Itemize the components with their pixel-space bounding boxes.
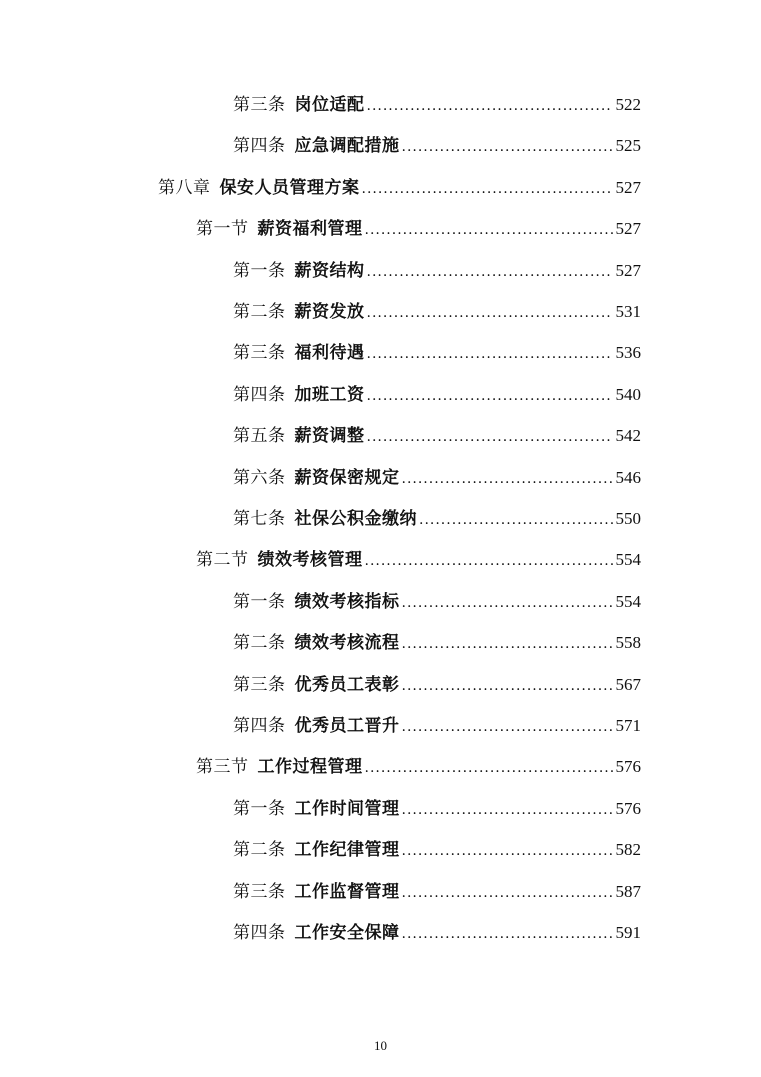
- toc-entry-page: 527: [615, 261, 641, 280]
- toc-entry[interactable]: [233, 463, 641, 493]
- toc-entry[interactable]: [233, 421, 641, 451]
- toc-dot-leader: [400, 795, 614, 825]
- toc-entry-title: 优秀员工表彰: [294, 675, 400, 695]
- toc-entry[interactable]: [158, 173, 641, 203]
- toc-dot-leader: [400, 629, 614, 659]
- toc-entry-number: 第二条: [233, 302, 286, 322]
- toc-entry-page: 546: [615, 468, 641, 487]
- toc-entry[interactable]: [233, 338, 641, 368]
- toc-entry-title: 工作纪律管理: [294, 840, 400, 860]
- toc-entry[interactable]: [233, 628, 641, 658]
- toc-entry[interactable]: [233, 794, 641, 824]
- toc-entry-number: 第四条: [233, 136, 286, 156]
- toc-entry-page: 527: [615, 219, 641, 238]
- toc-dot-leader: [365, 422, 614, 452]
- page-number: 10: [374, 1038, 387, 1053]
- toc-entry-page: 540: [615, 385, 641, 404]
- toc-entry-page: 591: [615, 923, 641, 942]
- toc-entry[interactable]: [233, 380, 641, 410]
- toc-dot-leader: [365, 91, 614, 121]
- toc-entry-title: 绩效考核指标: [294, 592, 400, 612]
- toc-entry-title: 薪资结构: [294, 261, 365, 281]
- toc-dot-leader: [400, 132, 614, 162]
- toc-entry-number: 第八章: [158, 178, 211, 198]
- toc-entry[interactable]: [233, 877, 641, 907]
- toc-dot-leader: [400, 671, 614, 701]
- toc-dot-leader: [400, 464, 614, 494]
- toc-dot-leader: [363, 215, 614, 245]
- toc-entry-page: 576: [615, 799, 641, 818]
- toc-entry-number: 第一条: [233, 799, 286, 819]
- toc-entry-title: 福利待遇: [294, 343, 365, 363]
- toc-entry[interactable]: [233, 918, 641, 948]
- toc-entry-title: 工作时间管理: [294, 799, 400, 819]
- toc-entry-title: 绩效考核流程: [294, 633, 400, 653]
- toc-entry-number: 第三条: [233, 675, 286, 695]
- toc-entry-page: 536: [615, 343, 641, 362]
- toc-entry-title: 薪资发放: [294, 302, 365, 322]
- toc-entry-title: 薪资福利管理: [257, 219, 363, 239]
- toc-entry-number: 第三条: [233, 882, 286, 902]
- toc-entry-number: 第一条: [233, 261, 286, 281]
- toc-entry-page: 554: [615, 592, 641, 611]
- toc-dot-leader: [400, 712, 614, 742]
- toc-entry-number: 第一条: [233, 592, 286, 612]
- toc-entry-page: 554: [615, 550, 641, 569]
- toc-dot-leader: [363, 753, 614, 783]
- toc-entry[interactable]: [233, 835, 641, 865]
- toc-entry[interactable]: [196, 214, 641, 244]
- toc-dot-leader: [400, 878, 614, 908]
- toc-entry-title: 薪资保密规定: [294, 468, 400, 488]
- toc-entry-title: 社保公积金缴纳: [294, 509, 417, 529]
- toc-entry-page: 531: [615, 302, 641, 321]
- toc-dot-leader: [365, 298, 614, 328]
- toc-entry[interactable]: [196, 545, 641, 575]
- toc-dot-leader: [365, 339, 614, 369]
- toc-entry-number: 第三条: [233, 95, 286, 115]
- toc-entry-title: 绩效考核管理: [257, 550, 363, 570]
- toc-entry-page: 582: [615, 840, 641, 859]
- toc-entry-title: 保安人员管理方案: [219, 178, 360, 198]
- toc-entry[interactable]: [233, 587, 641, 617]
- toc-entry-title: 工作过程管理: [257, 757, 363, 777]
- toc-dot-leader: [400, 836, 614, 866]
- toc-dot-leader: [400, 919, 614, 949]
- toc-entry-title: 优秀员工晋升: [294, 716, 400, 736]
- toc-entry[interactable]: [233, 504, 641, 534]
- toc-entry-page: 542: [615, 426, 641, 445]
- toc-entry-page: 587: [615, 882, 641, 901]
- toc-entry-page: 527: [615, 178, 641, 197]
- toc-dot-leader: [365, 381, 614, 411]
- toc-entry-number: 第六条: [233, 468, 286, 488]
- toc-entry-number: 第三条: [233, 343, 286, 363]
- toc-entry-page: 522: [615, 95, 641, 114]
- toc-dot-leader: [400, 588, 614, 618]
- toc-entry-page: 567: [615, 675, 641, 694]
- toc-entry-title: 加班工资: [294, 385, 365, 405]
- toc-entry-page: 525: [615, 136, 641, 155]
- toc-entry-page: 571: [615, 716, 641, 735]
- toc-entry-number: 第二条: [233, 840, 286, 860]
- toc-entry-number: 第四条: [233, 716, 286, 736]
- toc-dot-leader: [363, 546, 614, 576]
- toc-entry[interactable]: [233, 711, 641, 741]
- toc-entry-page: 558: [615, 633, 641, 652]
- toc-entry-number: 第七条: [233, 509, 286, 529]
- toc-entry[interactable]: [233, 297, 641, 327]
- toc-entry-number: 第三节: [196, 757, 249, 777]
- toc-entry-number: 第四条: [233, 385, 286, 405]
- toc-entry-number: 第二节: [196, 550, 249, 570]
- toc-entry-page: 576: [615, 757, 641, 776]
- toc-dot-leader: [417, 505, 613, 535]
- toc-entry[interactable]: [233, 256, 641, 286]
- toc-entry-number: 第四条: [233, 923, 286, 943]
- toc-entry-number: 第五条: [233, 426, 286, 446]
- toc-entry-number: 第二条: [233, 633, 286, 653]
- toc-dot-leader: [360, 174, 614, 204]
- toc-entry[interactable]: [233, 670, 641, 700]
- toc-entry[interactable]: [233, 131, 641, 161]
- toc-entry-title: 工作监督管理: [294, 882, 400, 902]
- toc-entry-title: 薪资调整: [294, 426, 365, 446]
- toc-dot-leader: [365, 257, 614, 287]
- toc-entry[interactable]: [233, 90, 641, 120]
- toc-entry-title: 工作安全保障: [294, 923, 400, 943]
- toc-entry[interactable]: [196, 752, 641, 782]
- toc-entry-number: 第一节: [196, 219, 249, 239]
- toc-entry-page: 550: [615, 509, 641, 528]
- toc-entry-title: 应急调配措施: [294, 136, 400, 156]
- toc-entry-title: 岗位适配: [294, 95, 365, 115]
